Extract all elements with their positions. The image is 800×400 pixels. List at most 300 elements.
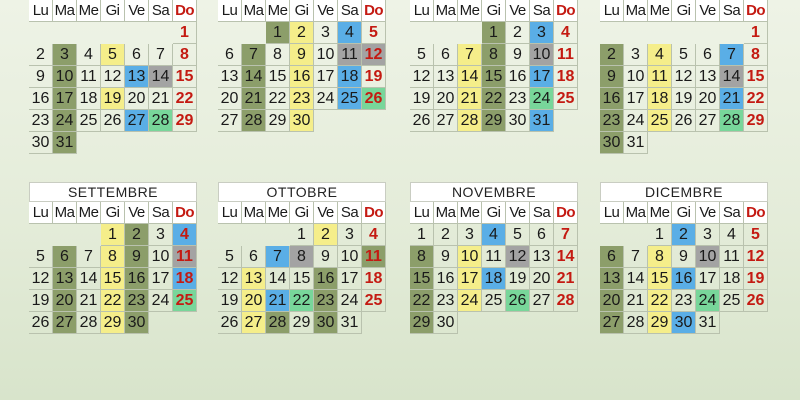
month-block bbox=[410, 0, 578, 132]
day-cell: 20 bbox=[530, 268, 554, 290]
day-cell: 3 bbox=[624, 44, 648, 66]
day-cell: 22 bbox=[648, 290, 672, 312]
day-cell: 5 bbox=[410, 44, 434, 66]
month-grid bbox=[600, 202, 768, 334]
day-cell: 22 bbox=[266, 88, 290, 110]
empty-cell bbox=[624, 22, 648, 44]
day-cell: 21 bbox=[242, 88, 266, 110]
day-cell: 1 bbox=[744, 22, 768, 44]
day-cell: 1 bbox=[410, 224, 434, 246]
day-cell: 23 bbox=[434, 290, 458, 312]
day-cell: 27 bbox=[434, 110, 458, 132]
day-cell: 18 bbox=[720, 268, 744, 290]
day-cell: 28 bbox=[266, 312, 290, 334]
weekday-header: Do bbox=[554, 0, 578, 22]
day-cell: 7 bbox=[554, 224, 578, 246]
empty-cell bbox=[53, 22, 77, 44]
day-cell: 6 bbox=[125, 44, 149, 66]
day-cell: 25 bbox=[482, 290, 506, 312]
day-cell: 10 bbox=[53, 66, 77, 88]
day-cell: 12 bbox=[29, 268, 53, 290]
day-cell: 21 bbox=[554, 268, 578, 290]
weekday-header: Ve bbox=[314, 202, 338, 224]
day-cell: 29 bbox=[173, 110, 197, 132]
day-cell: 21 bbox=[149, 88, 173, 110]
weekday-header: Me bbox=[648, 0, 672, 22]
day-cell: 6 bbox=[600, 246, 624, 268]
weekday-header: Do bbox=[554, 202, 578, 224]
day-cell: 18 bbox=[77, 88, 101, 110]
day-cell: 14 bbox=[458, 66, 482, 88]
day-cell: 5 bbox=[362, 22, 386, 44]
day-cell: 20 bbox=[600, 290, 624, 312]
day-cell: 11 bbox=[648, 66, 672, 88]
day-cell: 13 bbox=[600, 268, 624, 290]
day-cell: 8 bbox=[744, 44, 768, 66]
day-cell: 5 bbox=[506, 224, 530, 246]
weekday-header: Lu bbox=[29, 0, 53, 22]
weekday-header: Sa bbox=[720, 0, 744, 22]
day-cell: 20 bbox=[53, 290, 77, 312]
day-cell: 10 bbox=[338, 246, 362, 268]
month-block bbox=[410, 182, 578, 334]
day-cell: 2 bbox=[314, 224, 338, 246]
day-cell: 4 bbox=[720, 224, 744, 246]
day-cell: 26 bbox=[410, 110, 434, 132]
month-grid bbox=[218, 0, 386, 132]
weekday-header: Ve bbox=[696, 0, 720, 22]
empty-cell bbox=[624, 224, 648, 246]
day-cell: 9 bbox=[506, 44, 530, 66]
day-cell: 7 bbox=[149, 44, 173, 66]
month-title: OTTOBRE bbox=[218, 182, 386, 202]
day-cell: 17 bbox=[530, 66, 554, 88]
day-cell: 30 bbox=[29, 132, 53, 154]
day-cell: 19 bbox=[218, 290, 242, 312]
day-cell: 8 bbox=[173, 44, 197, 66]
day-cell: 3 bbox=[314, 22, 338, 44]
day-cell: 27 bbox=[600, 312, 624, 334]
weekday-header: Lu bbox=[218, 202, 242, 224]
day-cell: 15 bbox=[744, 66, 768, 88]
day-cell: 31 bbox=[696, 312, 720, 334]
day-cell: 17 bbox=[314, 66, 338, 88]
day-cell: 27 bbox=[242, 312, 266, 334]
day-cell: 19 bbox=[362, 66, 386, 88]
day-cell: 13 bbox=[696, 66, 720, 88]
weekday-header: Sa bbox=[530, 202, 554, 224]
weekday-header: Me bbox=[77, 0, 101, 22]
day-cell: 12 bbox=[362, 44, 386, 66]
empty-cell bbox=[720, 22, 744, 44]
day-cell: 30 bbox=[125, 312, 149, 334]
weekday-header: Do bbox=[173, 0, 197, 22]
day-cell: 11 bbox=[482, 246, 506, 268]
day-cell: 8 bbox=[648, 246, 672, 268]
day-cell: 6 bbox=[530, 224, 554, 246]
weekday-header: Sa bbox=[149, 202, 173, 224]
weekday-header: Do bbox=[362, 202, 386, 224]
day-cell: 9 bbox=[434, 246, 458, 268]
weekday-header: Gi bbox=[290, 0, 314, 22]
day-cell: 12 bbox=[672, 66, 696, 88]
day-cell: 17 bbox=[149, 268, 173, 290]
day-cell: 16 bbox=[29, 88, 53, 110]
month-grid bbox=[29, 202, 197, 334]
month-grid bbox=[410, 202, 578, 334]
day-cell: 18 bbox=[362, 268, 386, 290]
month-block bbox=[29, 0, 197, 154]
day-cell: 29 bbox=[482, 110, 506, 132]
day-cell: 21 bbox=[720, 88, 744, 110]
day-cell: 24 bbox=[53, 110, 77, 132]
weekday-header: Gi bbox=[482, 0, 506, 22]
empty-cell bbox=[218, 22, 242, 44]
day-cell: 5 bbox=[29, 246, 53, 268]
day-cell: 22 bbox=[744, 88, 768, 110]
day-cell: 10 bbox=[696, 246, 720, 268]
day-cell: 10 bbox=[530, 44, 554, 66]
weekday-header: Ma bbox=[242, 202, 266, 224]
month-grid bbox=[600, 0, 768, 154]
day-cell: 1 bbox=[648, 224, 672, 246]
day-cell: 17 bbox=[624, 88, 648, 110]
day-cell: 12 bbox=[506, 246, 530, 268]
day-cell: 22 bbox=[482, 88, 506, 110]
day-cell: 18 bbox=[338, 66, 362, 88]
month-block bbox=[218, 0, 386, 132]
weekday-header: Ma bbox=[53, 202, 77, 224]
day-cell: 4 bbox=[554, 22, 578, 44]
day-cell: 29 bbox=[290, 312, 314, 334]
weekday-header: Ve bbox=[125, 202, 149, 224]
day-cell: 21 bbox=[624, 290, 648, 312]
weekday-header: Sa bbox=[338, 0, 362, 22]
day-cell: 17 bbox=[338, 268, 362, 290]
day-cell: 22 bbox=[290, 290, 314, 312]
day-cell: 6 bbox=[696, 44, 720, 66]
day-cell: 29 bbox=[266, 110, 290, 132]
month-title: SETTEMBRE bbox=[29, 182, 197, 202]
empty-cell bbox=[77, 22, 101, 44]
month-title: DICEMBRE bbox=[600, 182, 768, 202]
day-cell: 4 bbox=[173, 224, 197, 246]
day-cell: 8 bbox=[266, 44, 290, 66]
day-cell: 5 bbox=[218, 246, 242, 268]
day-cell: 25 bbox=[338, 88, 362, 110]
day-cell: 14 bbox=[242, 66, 266, 88]
weekday-header: Me bbox=[77, 202, 101, 224]
weekday-header: Gi bbox=[672, 202, 696, 224]
day-cell: 16 bbox=[672, 268, 696, 290]
day-cell: 17 bbox=[458, 268, 482, 290]
day-cell: 9 bbox=[290, 44, 314, 66]
weekday-header: Lu bbox=[600, 0, 624, 22]
empty-cell bbox=[672, 22, 696, 44]
day-cell: 7 bbox=[77, 246, 101, 268]
day-cell: 25 bbox=[648, 110, 672, 132]
weekday-header: Ve bbox=[696, 202, 720, 224]
weekday-header: Lu bbox=[410, 202, 434, 224]
day-cell: 12 bbox=[218, 268, 242, 290]
day-cell: 3 bbox=[530, 22, 554, 44]
day-cell: 14 bbox=[149, 66, 173, 88]
day-cell: 20 bbox=[242, 290, 266, 312]
day-cell: 20 bbox=[125, 88, 149, 110]
day-cell: 19 bbox=[29, 290, 53, 312]
day-cell: 23 bbox=[600, 110, 624, 132]
day-cell: 18 bbox=[648, 88, 672, 110]
day-cell: 19 bbox=[506, 268, 530, 290]
day-cell: 10 bbox=[458, 246, 482, 268]
day-cell: 4 bbox=[648, 44, 672, 66]
day-cell: 29 bbox=[101, 312, 125, 334]
weekday-header: Ma bbox=[434, 202, 458, 224]
month-block bbox=[218, 182, 386, 334]
weekday-header: Me bbox=[458, 202, 482, 224]
day-cell: 16 bbox=[600, 88, 624, 110]
day-cell: 25 bbox=[554, 88, 578, 110]
weekday-header: Ma bbox=[624, 0, 648, 22]
day-cell: 27 bbox=[125, 110, 149, 132]
day-cell: 29 bbox=[410, 312, 434, 334]
day-cell: 30 bbox=[600, 132, 624, 154]
day-cell: 6 bbox=[242, 246, 266, 268]
day-cell: 7 bbox=[242, 44, 266, 66]
day-cell: 23 bbox=[506, 88, 530, 110]
day-cell: 31 bbox=[530, 110, 554, 132]
day-cell: 3 bbox=[696, 224, 720, 246]
day-cell: 1 bbox=[290, 224, 314, 246]
weekday-header: Sa bbox=[338, 202, 362, 224]
day-cell: 8 bbox=[290, 246, 314, 268]
day-cell: 8 bbox=[482, 44, 506, 66]
day-cell: 19 bbox=[744, 268, 768, 290]
day-cell: 21 bbox=[458, 88, 482, 110]
day-cell: 30 bbox=[672, 312, 696, 334]
month-grid bbox=[218, 202, 386, 334]
day-cell: 12 bbox=[744, 246, 768, 268]
month-grid bbox=[29, 0, 197, 154]
day-cell: 16 bbox=[506, 66, 530, 88]
weekday-header: Sa bbox=[720, 202, 744, 224]
day-cell: 18 bbox=[482, 268, 506, 290]
day-cell: 6 bbox=[218, 44, 242, 66]
day-cell: 4 bbox=[362, 224, 386, 246]
day-cell: 26 bbox=[29, 312, 53, 334]
day-cell: 13 bbox=[242, 268, 266, 290]
day-cell: 19 bbox=[672, 88, 696, 110]
month-title: NOVEMBRE bbox=[410, 182, 578, 202]
day-cell: 23 bbox=[29, 110, 53, 132]
day-cell: 9 bbox=[29, 66, 53, 88]
day-cell: 3 bbox=[53, 44, 77, 66]
weekday-header: Me bbox=[648, 202, 672, 224]
empty-cell bbox=[242, 224, 266, 246]
day-cell: 23 bbox=[314, 290, 338, 312]
day-cell: 17 bbox=[53, 88, 77, 110]
empty-cell bbox=[29, 224, 53, 246]
day-cell: 25 bbox=[720, 290, 744, 312]
day-cell: 7 bbox=[266, 246, 290, 268]
day-cell: 15 bbox=[173, 66, 197, 88]
empty-cell bbox=[101, 22, 125, 44]
month-block bbox=[29, 182, 197, 334]
day-cell: 2 bbox=[672, 224, 696, 246]
day-cell: 28 bbox=[720, 110, 744, 132]
day-cell: 28 bbox=[149, 110, 173, 132]
day-cell: 15 bbox=[410, 268, 434, 290]
day-cell: 7 bbox=[458, 44, 482, 66]
weekday-header: Me bbox=[458, 0, 482, 22]
day-cell: 22 bbox=[173, 88, 197, 110]
empty-cell bbox=[696, 22, 720, 44]
empty-cell bbox=[266, 224, 290, 246]
day-cell: 2 bbox=[600, 44, 624, 66]
day-cell: 2 bbox=[29, 44, 53, 66]
empty-cell bbox=[600, 224, 624, 246]
day-cell: 14 bbox=[266, 268, 290, 290]
day-cell: 25 bbox=[362, 290, 386, 312]
weekday-header: Gi bbox=[101, 0, 125, 22]
empty-cell bbox=[434, 22, 458, 44]
day-cell: 26 bbox=[672, 110, 696, 132]
day-cell: 10 bbox=[314, 44, 338, 66]
day-cell: 13 bbox=[434, 66, 458, 88]
day-cell: 24 bbox=[149, 290, 173, 312]
day-cell: 26 bbox=[744, 290, 768, 312]
month-block bbox=[600, 0, 768, 154]
empty-cell bbox=[600, 22, 624, 44]
day-cell: 17 bbox=[696, 268, 720, 290]
weekday-header: Ma bbox=[434, 0, 458, 22]
weekday-header: Gi bbox=[290, 202, 314, 224]
day-cell: 2 bbox=[434, 224, 458, 246]
empty-cell bbox=[29, 22, 53, 44]
day-cell: 1 bbox=[266, 22, 290, 44]
day-cell: 11 bbox=[338, 44, 362, 66]
day-cell: 12 bbox=[101, 66, 125, 88]
day-cell: 26 bbox=[218, 312, 242, 334]
weekday-header: Ma bbox=[53, 0, 77, 22]
day-cell: 3 bbox=[458, 224, 482, 246]
weekday-header: Do bbox=[173, 202, 197, 224]
day-cell: 1 bbox=[173, 22, 197, 44]
day-cell: 30 bbox=[290, 110, 314, 132]
day-cell: 16 bbox=[314, 268, 338, 290]
weekday-header: Gi bbox=[101, 202, 125, 224]
day-cell: 22 bbox=[410, 290, 434, 312]
day-cell: 2 bbox=[125, 224, 149, 246]
day-cell: 31 bbox=[53, 132, 77, 154]
weekday-header: Do bbox=[362, 0, 386, 22]
day-cell: 12 bbox=[410, 66, 434, 88]
weekday-header: Gi bbox=[482, 202, 506, 224]
day-cell: 23 bbox=[672, 290, 696, 312]
empty-cell bbox=[242, 22, 266, 44]
day-cell: 28 bbox=[242, 110, 266, 132]
day-cell: 18 bbox=[554, 66, 578, 88]
day-cell: 31 bbox=[338, 312, 362, 334]
day-cell: 14 bbox=[624, 268, 648, 290]
day-cell: 21 bbox=[266, 290, 290, 312]
day-cell: 11 bbox=[173, 246, 197, 268]
day-cell: 15 bbox=[648, 268, 672, 290]
day-cell: 29 bbox=[648, 312, 672, 334]
day-cell: 11 bbox=[554, 44, 578, 66]
day-cell: 9 bbox=[600, 66, 624, 88]
day-cell: 13 bbox=[53, 268, 77, 290]
day-cell: 6 bbox=[434, 44, 458, 66]
day-cell: 11 bbox=[362, 246, 386, 268]
day-cell: 7 bbox=[624, 246, 648, 268]
day-cell: 4 bbox=[338, 22, 362, 44]
day-cell: 9 bbox=[672, 246, 696, 268]
month-block bbox=[600, 182, 768, 334]
weekday-header: Lu bbox=[410, 0, 434, 22]
day-cell: 27 bbox=[218, 110, 242, 132]
day-cell: 7 bbox=[720, 44, 744, 66]
day-cell: 14 bbox=[554, 246, 578, 268]
day-cell: 16 bbox=[290, 66, 314, 88]
day-cell: 20 bbox=[696, 88, 720, 110]
day-cell: 25 bbox=[173, 290, 197, 312]
day-cell: 31 bbox=[624, 132, 648, 154]
day-cell: 19 bbox=[410, 88, 434, 110]
month-grid bbox=[410, 0, 578, 132]
day-cell: 13 bbox=[530, 246, 554, 268]
day-cell: 15 bbox=[290, 268, 314, 290]
day-cell: 24 bbox=[624, 110, 648, 132]
weekday-header: Do bbox=[744, 202, 768, 224]
day-cell: 16 bbox=[125, 268, 149, 290]
day-cell: 24 bbox=[314, 88, 338, 110]
day-cell: 26 bbox=[101, 110, 125, 132]
day-cell: 5 bbox=[744, 224, 768, 246]
day-cell: 4 bbox=[482, 224, 506, 246]
weekday-header: Ve bbox=[314, 0, 338, 22]
day-cell: 4 bbox=[77, 44, 101, 66]
weekday-header: Me bbox=[266, 0, 290, 22]
day-cell: 1 bbox=[482, 22, 506, 44]
day-cell: 14 bbox=[720, 66, 744, 88]
weekday-header: Sa bbox=[530, 0, 554, 22]
day-cell: 13 bbox=[218, 66, 242, 88]
weekday-header: Ve bbox=[506, 0, 530, 22]
day-cell: 20 bbox=[434, 88, 458, 110]
day-cell: 16 bbox=[434, 268, 458, 290]
empty-cell bbox=[77, 224, 101, 246]
day-cell: 20 bbox=[218, 88, 242, 110]
day-cell: 24 bbox=[530, 88, 554, 110]
empty-cell bbox=[149, 22, 173, 44]
day-cell: 24 bbox=[696, 290, 720, 312]
weekday-header: Do bbox=[744, 0, 768, 22]
empty-cell bbox=[410, 22, 434, 44]
empty-cell bbox=[458, 22, 482, 44]
day-cell: 30 bbox=[314, 312, 338, 334]
weekday-header: Me bbox=[266, 202, 290, 224]
empty-cell bbox=[53, 224, 77, 246]
weekday-header: Gi bbox=[672, 0, 696, 22]
day-cell: 8 bbox=[410, 246, 434, 268]
day-cell: 26 bbox=[362, 88, 386, 110]
day-cell: 5 bbox=[101, 44, 125, 66]
day-cell: 3 bbox=[149, 224, 173, 246]
day-cell: 14 bbox=[77, 268, 101, 290]
day-cell: 2 bbox=[290, 22, 314, 44]
weekday-header: Sa bbox=[149, 0, 173, 22]
